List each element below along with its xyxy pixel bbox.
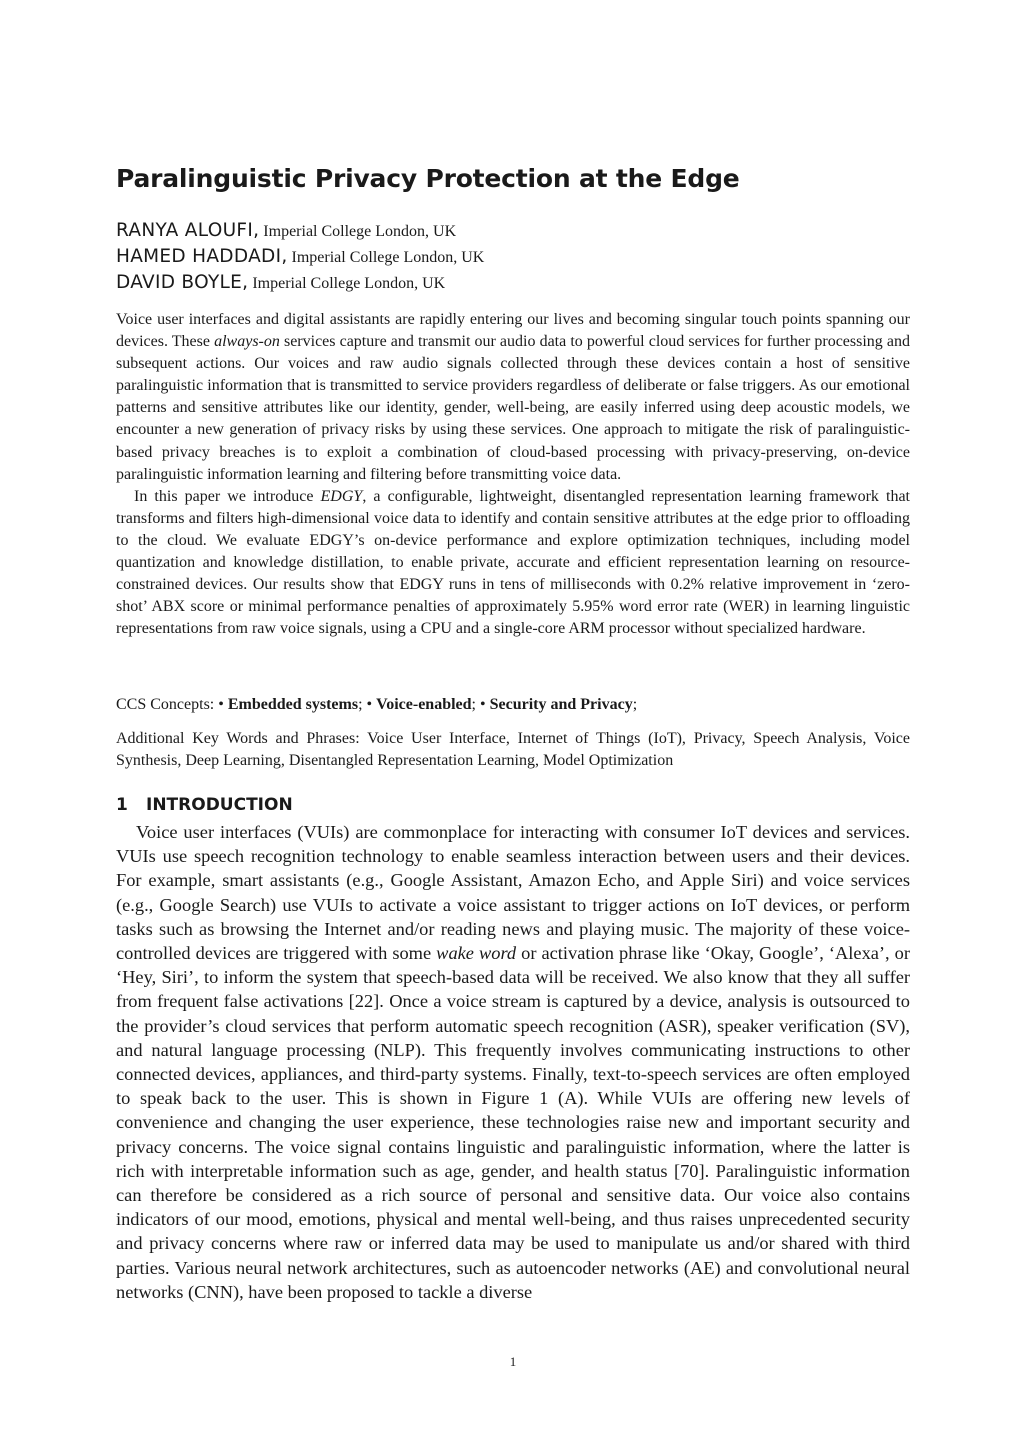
section-number: 1 <box>116 795 128 815</box>
ccs-separator: ; <box>358 696 367 713</box>
author-entry <box>116 271 484 297</box>
ccs-concept: Embedded systems <box>227 696 359 713</box>
page-number: 1 <box>509 1354 517 1369</box>
section-title: INTRODUCTION <box>146 795 293 815</box>
abstract-paragraph <box>116 309 910 486</box>
body-text: or activation phrase like ‘Okay, Google’, ‘Alexa’, or ‘Hey, Siri’, to inform the system that speech-based data will be received. We also know that they all suffer from frequent false activations [22]. Once a voice stream is captured by a device, analysis is outsourced to the provider’s cloud services that perform automatic speech recognition (ASR), speaker verification (SV), and natural language processing (NLP). This frequently involves communicating instructions to other connected devices, appliances, and third-party systems. Finally, text-to-speech services are often employed to speak back to the user. This is shown in Figure 1 (A). While VUIs are offering new levels of convenience and changing the user experience, these technologies raise new and important security and privacy concerns. The voice signal contains linguistic and paralinguistic information, where the latter is rich with interpretable information such as age, gender, and health status [70]. Paralinguistic information can therefore be considered as a rich source of personal and sensitive data. Our voice also contains indicators of our mood, emotions, physical and mental well-being, and thus raises unprecedented security and privacy concerns where raw or inferred data may be used to manipulate us and/or shared with third parties. Various neural network architectures, such as autoencoder networks (AE) and convolutional neural networks (CNN), have been proposed to tackle a diverse <box>116 943 910 1302</box>
abstract <box>116 309 910 640</box>
body-emphasis: wake word <box>436 943 517 964</box>
author-name: DAVID BOYLE, <box>116 272 249 293</box>
ccs-bullet: • <box>218 696 228 713</box>
ccs-label: CCS Concepts: <box>116 696 219 713</box>
ccs-bullet: • <box>480 696 490 713</box>
ccs-concepts <box>116 694 910 716</box>
author-entry <box>116 219 484 245</box>
author-entry <box>116 245 484 271</box>
author-affiliation: Imperial College London, UK <box>263 223 457 240</box>
abstract-paragraph <box>116 486 910 641</box>
section-body <box>116 820 910 1304</box>
author-affiliation: Imperial College London, UK <box>252 275 446 292</box>
author-affiliation: Imperial College London, UK <box>291 249 485 266</box>
author-name: RANYA ALOUFI, <box>116 220 260 241</box>
paper-title: Paralinguistic Privacy Protection at the Edge <box>116 164 740 193</box>
ccs-separator: ; <box>632 696 638 713</box>
abstract-emphasis: EDGY <box>320 487 363 505</box>
keywords: Additional Key Words and Phrases: Voice User Interface, Internet of Things (IoT), Privacy, Speech Analysis, Voice Synthesis, Deep Learning, Disentangled Representation Learning, Model Optimization <box>116 730 910 770</box>
author-list <box>116 219 484 297</box>
ccs-bullet: • <box>366 696 377 713</box>
abstract-text: Voice user interfaces and digital assistants are rapidly entering our lives and becoming singular touch points spanning our devices. These <box>116 311 910 351</box>
ccs-concept: Voice-enabled <box>376 696 472 713</box>
ccs-separator: ; <box>471 696 480 713</box>
abstract-text: In this paper we introduce <box>134 487 321 505</box>
abstract-emphasis: always-on <box>214 333 280 351</box>
ccs-concept: Security and Privacy <box>489 696 633 713</box>
body-text: Voice user interfaces (VUIs) are commonplace for interacting with consumer IoT devices and services. VUIs use speech recognition technology to enable seamless interaction between users and their devices. For example, smart assistants (e.g., Google Assistant, Amazon Echo, and Apple Siri) and voice services (e.g., Google Search) use VUIs to activate a voice assistant to trigger actions on IoT devices, or perform tasks such as browsing the Internet and/or reading news and playing music. The majority of these voice-controlled devices are triggered with some <box>116 822 910 964</box>
abstract-text: services capture and transmit our audio data to powerful cloud services for further processing and subsequent actions. Our voices and raw audio signals collected through these devices contain a host of sensitive paralinguistic information that is transmitted to service providers regardless of deliberate or false triggers. As our emotional patterns and sensitive attributes like our identity, gender, well-being, are easily inferred using deep acoustic models, we encounter a new generation of privacy risks by using these services. One approach to mitigate the risk of paralinguistic-based privacy breaches is to exploit a combination of cloud-based processing with privacy-preserving, on-device paralinguistic information learning and filtering before transmitting voice data. <box>116 333 911 483</box>
abstract-text: , a configurable, lightweight, disentangled representation learning framework that transforms and filters high-dimensional voice data to identify and contain sensitive attributes at the edge prior to offloading to the cloud. We evaluate EDGY’s on-device performance and explore optimization techniques, including model quantization and knowledge distillation, to enable private, accurate and efficient representation learning on resource-constrained devices. Our results show that EDGY runs in tens of milliseconds with 0.2% relative improvement in ‘zero-shot’ ABX score or minimal performance penalties of approximately 5.95% word error rate (WER) in learning linguistic representations from raw voice signals, using a CPU and a single-core ARM processor without specialized hardware. <box>116 487 910 638</box>
section-heading <box>116 795 293 815</box>
author-name: HAMED HADDADI, <box>116 246 288 267</box>
